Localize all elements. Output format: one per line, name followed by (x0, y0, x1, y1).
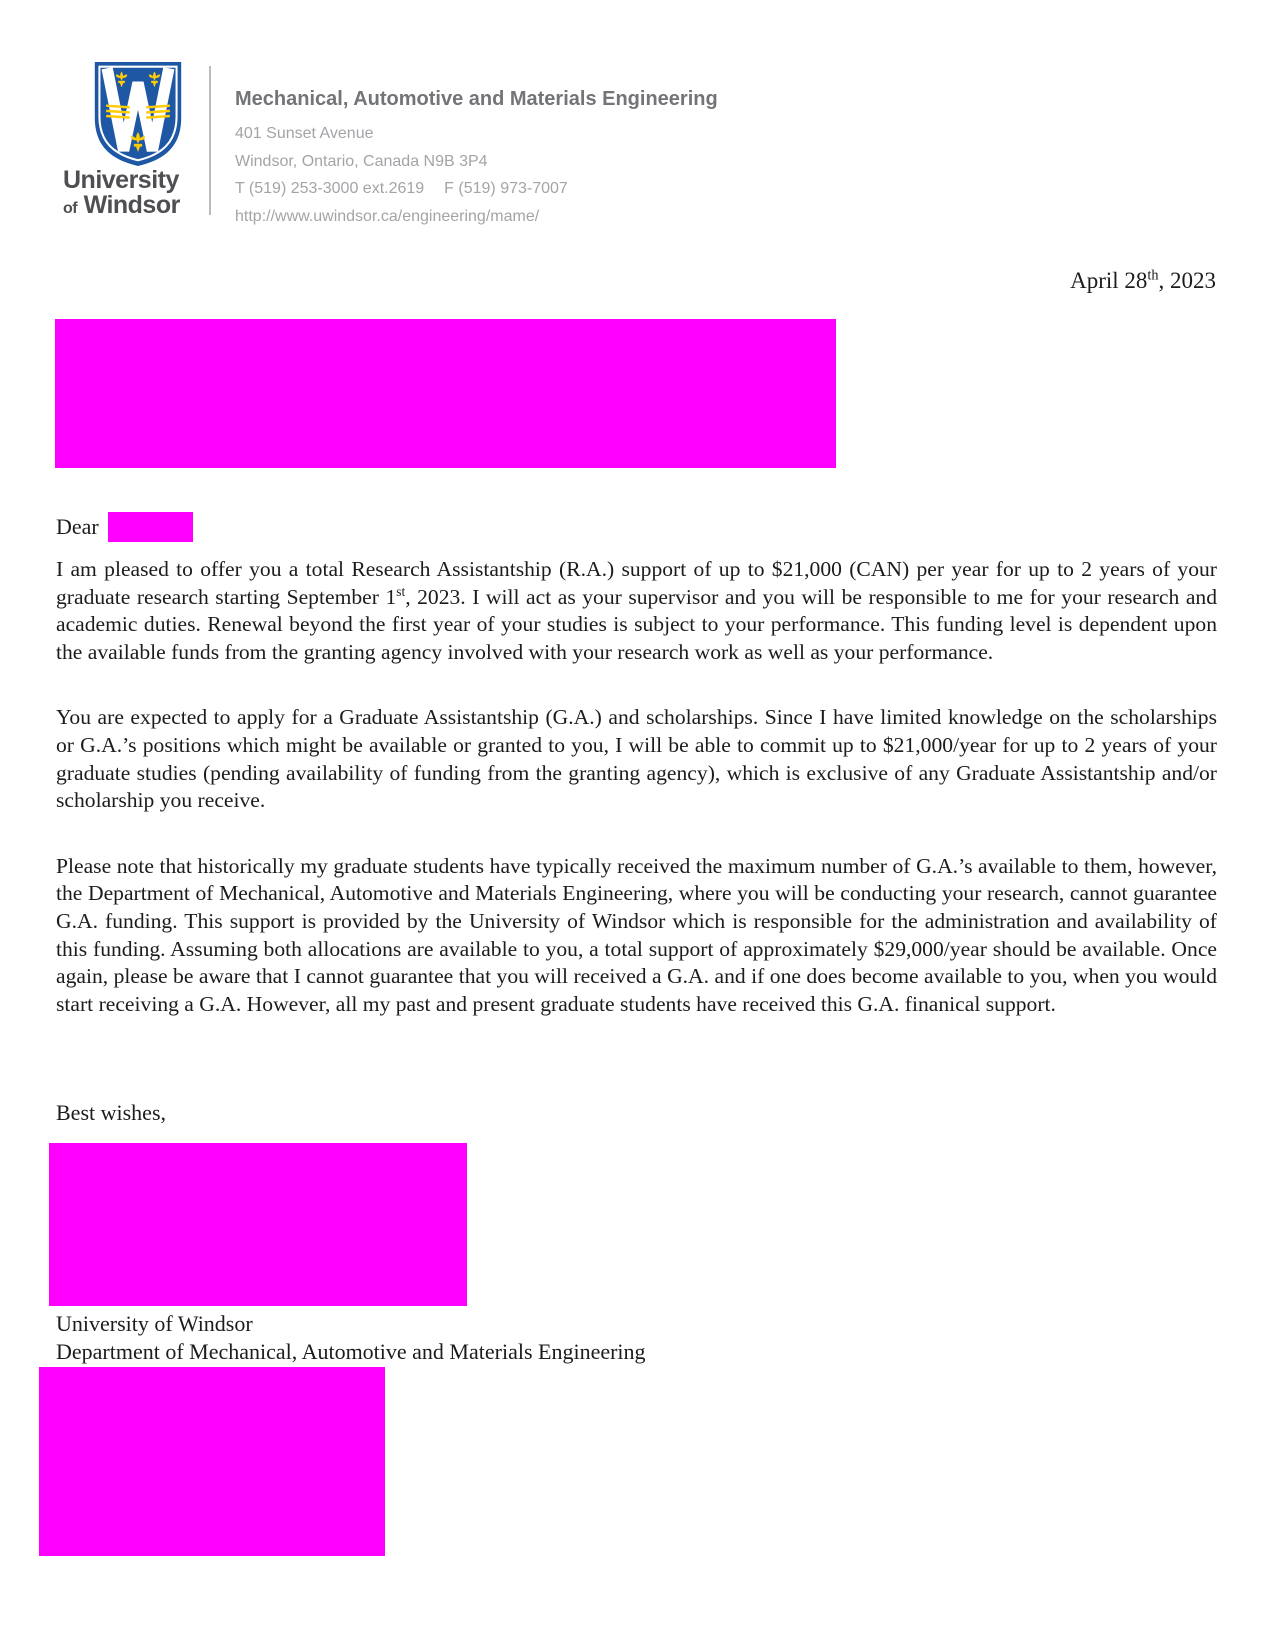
body-paragraph-1 (56, 556, 1217, 666)
wordmark-of-windsor (63, 193, 213, 221)
wordmark-windsor: Windsor (83, 191, 180, 219)
september-1-ordinal: st (396, 583, 406, 599)
date-day: April 28 (1070, 268, 1148, 293)
redacted-recipient-address (55, 319, 836, 468)
department-title: Mechanical, Automotive and Materials Engineering (235, 88, 718, 110)
department-website: http://www.uwindsor.ca/engineering/mame/ (235, 207, 540, 225)
department-street: 401 Sunset Avenue (235, 125, 374, 142)
header-divider (209, 66, 211, 215)
date-year: , 2023 (1158, 268, 1216, 293)
department-fax: F (519) 973-7007 (444, 180, 568, 197)
letter-date (56, 268, 1216, 294)
university-wordmark (63, 168, 213, 221)
department-city: Windsor, Ontario, Canada N9B 3P4 (235, 152, 488, 170)
department-phone: T (519) 253-3000 ext.2619 (235, 180, 425, 197)
closing: Best wishes, (56, 1100, 166, 1125)
salutation (56, 512, 193, 542)
date-ordinal: th (1147, 267, 1159, 284)
body-paragraph-3: Please note that historically my graduate students have typically received the maximum number of G.A.’s available to them, however, the Department of Mechanical, Automotive and Materials Engineering, where you will be conducting your research, cannot guarantee G.A. funding. This support is provided by the University of Windsor which is responsible for the administration and availability of this funding. Assuming both allocations are available to you, a total support of approximately $29,000/year should be available. Once again, please be aware that I cannot guarantee that you will received a G.A. and if one does become available to you, when you would start receiving a G.A. However, all my past and present graduate students have received this G.A. finanical support. (56, 853, 1217, 1016)
wordmark-university: University (63, 166, 179, 194)
department-header (235, 88, 935, 230)
paragraph-1-continued: , 2023. I will act as your supervisor and you will be responsible to me for your research and academic duties. Renewal beyond the first year of your studies is subject to your performance. This funding level is dependent upon the available funds from the granting agency involved with your research work as well as your performance. (56, 584, 1217, 664)
redacted-signature (49, 1143, 467, 1306)
department-phone-fax (235, 175, 935, 203)
letter-body (56, 556, 1217, 1056)
wordmark-of: of (63, 200, 78, 217)
paragraph-1-text: I am pleased to offer you a total Research Assistantship (R.A.) support of up to $21,000 (CAN) per year for up to 2 years of your graduate research starting September 1 (56, 557, 1217, 609)
redacted-contact-block (39, 1367, 385, 1556)
signature-block (56, 1310, 646, 1365)
body-paragraph-2: You are expected to apply for a Graduate Assistantship (G.A.) and scholarships. Since I have limited knowledge on the scholarships or G.A.’s positions which might be available or granted to you, I will be able to commit up to $21,000/year for up to 2 years of your graduate studies (pending availability of funding from the granting agency), which is exclusive of any Graduate Assistantship and/or scholarship you receive. (56, 705, 1217, 813)
signature-organization: University of Windsor (56, 1311, 253, 1336)
signature-department: Department of Mechanical, Automotive and Materials Engineering (56, 1338, 646, 1364)
redacted-recipient-name (108, 512, 193, 542)
salutation-text: Dear (56, 514, 99, 539)
university-of-windsor-crest-icon (92, 60, 184, 168)
